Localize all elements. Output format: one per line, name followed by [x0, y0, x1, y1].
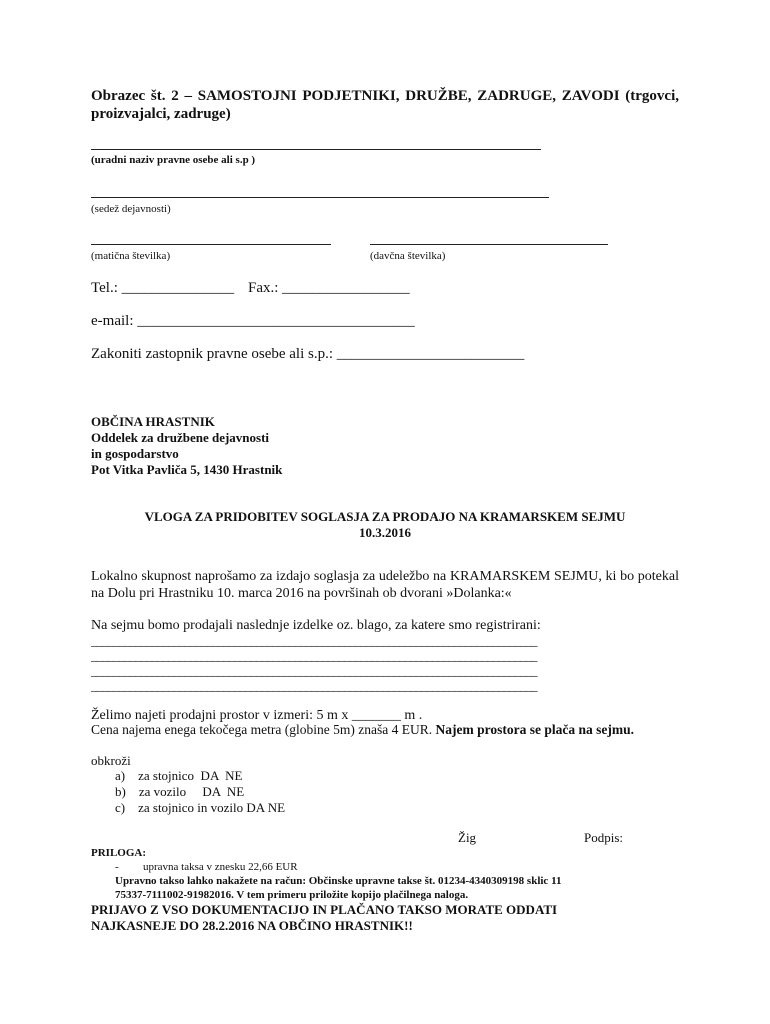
recipient-address — [91, 414, 282, 478]
obkrozi-label: obkroži — [91, 753, 131, 768]
option-b[interactable]: b) za vozilo DA NE — [115, 784, 245, 799]
davcna-line[interactable] — [370, 244, 608, 245]
address-line-2: Oddelek za družbene dejavnosti — [91, 430, 270, 445]
address-line-3: in gospodarstvo — [91, 446, 179, 461]
heading-date: 10.3.2016 — [359, 525, 411, 540]
address-line-4: Pot Vitka Pavliča 5, 1430 Hrastnik — [91, 462, 283, 477]
products-line[interactable]: _________________________________________________________________________________ — [91, 678, 537, 693]
document-heading — [91, 509, 679, 541]
payment-note-1: Upravno takso lahko nakažete na račun: Občinske upravne takse št. 01234-4340309198 sklic 11 — [115, 875, 562, 887]
stamp-label: Žig — [458, 830, 477, 845]
attachment-section — [91, 846, 561, 934]
option-c[interactable]: c) za stojnico in vozilo DA NE — [115, 800, 286, 815]
attachment-item-text: upravna taksa v znesku 22,66 EUR — [143, 861, 298, 873]
zastopnik-field[interactable]: Zakoniti zastopnik pravne osebe ali s.p.: _________________________ — [91, 346, 525, 362]
davcna-label: (davčna številka) — [370, 250, 446, 262]
payment-note-2: 75337-7111002-91982016. V tem primeru priložite kopijo plačilnega naloga. — [115, 889, 469, 901]
maticna-label: (matična številka) — [91, 250, 171, 262]
address-line-1: OBČINA HRASTNIK — [91, 414, 215, 429]
email-field[interactable]: e-mail: _____________________________________ — [91, 313, 415, 329]
naziv-line[interactable] — [91, 149, 541, 150]
products-line[interactable]: _________________________________________________________________________________ — [91, 648, 537, 663]
sedez-label: (sedež dejavnosti) — [91, 203, 171, 215]
space-text[interactable]: Želimo najeti prodajni prostor v izmeri: 5 m x _______ m . — [91, 708, 423, 723]
naziv-label: (uradni naziv pravne osebe ali s.p ) — [91, 154, 256, 166]
products-text: Na sejmu bomo prodajali naslednje izdelke oz. blago, za katere smo registrirani: — [91, 618, 541, 633]
price-bold: Najem prostora se plača na sejmu. — [435, 722, 634, 737]
options-list — [115, 768, 285, 816]
price-text — [91, 722, 634, 738]
form-title: Obrazec št. 2 – SAMOSTOJNI PODJETNIKI, DRUŽBE, ZADRUGE, ZAVODI (trgovci, proizvajalci, zadruge) — [91, 88, 679, 122]
sedez-line[interactable] — [91, 197, 549, 198]
deadline-line-2: NAJKASNEJE DO 28.2.2016 NA OBČINO HRASTNIK!! — [91, 918, 413, 933]
bullet: - — [115, 861, 119, 873]
price-regular: Cena najema enega tekočega metra (globine 5m) znaša 4 EUR. — [91, 722, 433, 737]
intro-paragraph: Lokalno skupnost naprošamo za izdajo soglasja za udeležbo na KRAMARSKEM SEJMU, ki bo potekal na Dolu pri Hrastniku 10. marca 2016 na površinah ob dvorani »Dolanka:« — [91, 569, 679, 601]
products-line[interactable]: _________________________________________________________________________________ — [91, 633, 537, 648]
option-a[interactable]: a) za stojnico DA NE — [115, 768, 243, 783]
signature-label: Podpis: — [584, 830, 624, 845]
products-line[interactable]: _________________________________________________________________________________ — [91, 663, 537, 678]
attachment-title: PRILOGA: — [91, 847, 146, 859]
attachment-item — [91, 860, 561, 874]
heading-line-1: VLOGA ZA PRIDOBITEV SOGLASJA ZA PRODAJO NA KRAMARSKEM SEJMU — [144, 509, 626, 524]
deadline-line-1: PRIJAVO Z VSO DOKUMENTACIJO IN PLAČANO TAKSO MORATE ODDATI — [91, 902, 558, 917]
fax-field[interactable]: Fax.: _________________ — [248, 280, 410, 296]
tel-field[interactable]: Tel.: _______________ — [91, 280, 235, 296]
maticna-line[interactable] — [91, 244, 331, 245]
